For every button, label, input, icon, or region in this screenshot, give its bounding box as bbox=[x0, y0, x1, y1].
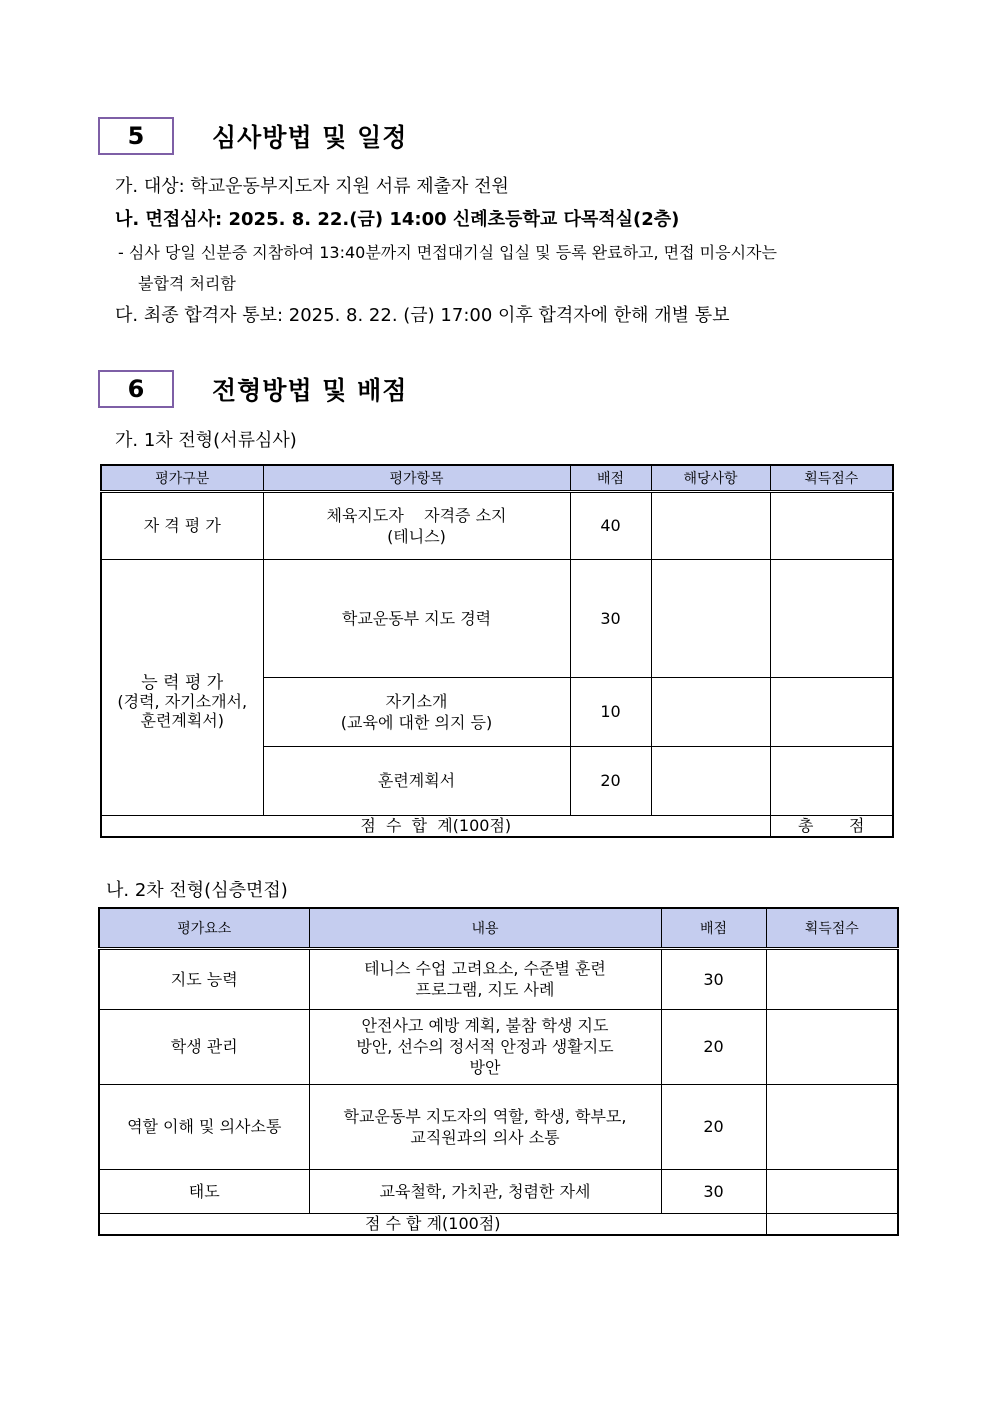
obtained-cell bbox=[766, 1169, 898, 1213]
header-score: 배점 bbox=[570, 465, 651, 491]
item-text-sub: (테니스) bbox=[387, 526, 446, 546]
content-line: 테니스 수업 고려요소, 수준별 훈련 bbox=[364, 959, 606, 978]
section-5-header bbox=[98, 117, 407, 155]
content-line: 방안 bbox=[469, 1058, 501, 1077]
header-obtained: 획득점수 bbox=[766, 908, 898, 948]
category-qualification: 자 격 평 가 bbox=[101, 491, 263, 559]
category-ability-title: 능 력 평 가 bbox=[141, 673, 224, 693]
header-category: 평가구분 bbox=[101, 465, 263, 491]
second-round-title: 나. 2차 전형(심층면접) bbox=[106, 880, 288, 901]
score-cell: 30 bbox=[661, 948, 766, 1009]
item-cell bbox=[263, 746, 570, 815]
content-cell bbox=[309, 948, 661, 1009]
item-cell bbox=[263, 559, 570, 677]
factor-cell: 지도 능력 bbox=[99, 948, 309, 1009]
total-label: 점 수 합 계(100점) bbox=[99, 1213, 766, 1235]
content-line: 교육철학, 가치관, 청렴한 자세 bbox=[379, 1181, 591, 1201]
interview-note-cont: 불합격 처리함 bbox=[138, 274, 236, 293]
obtained-cell bbox=[770, 559, 893, 677]
second-round-table bbox=[98, 907, 899, 1236]
score-cell: 10 bbox=[570, 677, 651, 746]
total-score bbox=[766, 1213, 898, 1235]
content-line: 프로그램, 지도 사례 bbox=[415, 980, 555, 999]
target-line: 가. 대상: 학교운동부지도자 지원 서류 제출자 전원 bbox=[115, 176, 509, 197]
item-text: 체육지도자 자격증 소지 bbox=[326, 505, 507, 525]
first-round-table bbox=[100, 464, 894, 838]
obtained-cell bbox=[770, 746, 893, 815]
factor-cell: 역할 이해 및 의사소통 bbox=[99, 1084, 309, 1169]
header-factor: 평가요소 bbox=[99, 908, 309, 948]
announcement-line: 다. 최종 합격자 통보: 2025. 8. 22. (금) 17:00 이후 합격자에 한해 개별 통보 bbox=[115, 305, 730, 326]
factor-cell: 태도 bbox=[99, 1169, 309, 1213]
header-obtained: 획득점수 bbox=[770, 465, 893, 491]
item-cell bbox=[263, 491, 570, 559]
item-text: 훈련계획서 bbox=[377, 771, 456, 790]
content-cell bbox=[309, 1169, 661, 1213]
content-line: 방안, 선수의 정서적 안정과 생활지도 bbox=[356, 1037, 614, 1056]
applicable-cell bbox=[651, 677, 770, 746]
total-label: 점 수 합 계(100점) bbox=[101, 815, 770, 837]
section-6-header bbox=[98, 370, 407, 408]
interview-note: - 심사 당일 신분증 지참하여 13:40분까지 면접대기실 입실 및 등록 완료하고, 면접 미응시자는 bbox=[118, 243, 777, 262]
applicable-cell bbox=[651, 746, 770, 815]
header-item: 평가항목 bbox=[263, 465, 570, 491]
score-cell: 40 bbox=[570, 491, 651, 559]
applicable-cell bbox=[651, 491, 770, 559]
section-number: 5 bbox=[98, 117, 174, 155]
first-round-title: 가. 1차 전형(서류심사) bbox=[115, 430, 297, 451]
content-line: 안전사고 예방 계획, 불참 학생 지도 bbox=[361, 1016, 609, 1035]
header-score: 배점 bbox=[661, 908, 766, 948]
header-content: 내용 bbox=[309, 908, 661, 948]
obtained-cell bbox=[766, 948, 898, 1009]
score-cell: 30 bbox=[570, 559, 651, 677]
total-score: 총 점 bbox=[770, 815, 893, 837]
section-number: 6 bbox=[98, 370, 174, 408]
item-cell bbox=[263, 677, 570, 746]
score-cell: 20 bbox=[661, 1009, 766, 1084]
score-cell: 20 bbox=[570, 746, 651, 815]
content-line: 학교운동부 지도자의 역할, 학생, 학부모, bbox=[343, 1106, 627, 1126]
item-text: 학교운동부 지도 경력 bbox=[341, 608, 492, 628]
score-cell: 20 bbox=[661, 1084, 766, 1169]
interview-line: 나. 면접심사: 2025. 8. 22.(금) 14:00 신례초등학교 다목적실(2층) bbox=[115, 209, 680, 230]
content-cell bbox=[309, 1084, 661, 1169]
factor-cell: 학생 관리 bbox=[99, 1009, 309, 1084]
item-text: 자기소개 bbox=[385, 691, 448, 711]
obtained-cell bbox=[770, 677, 893, 746]
category-ability-sub: 훈련계획서) bbox=[140, 711, 225, 730]
obtained-cell bbox=[766, 1084, 898, 1169]
obtained-cell bbox=[766, 1009, 898, 1084]
applicable-cell bbox=[651, 559, 770, 677]
content-cell bbox=[309, 1009, 661, 1084]
category-ability-sub: (경력, 자기소개서, bbox=[117, 692, 248, 711]
content-line: 교직원과의 의사 소통 bbox=[410, 1127, 560, 1147]
score-cell: 30 bbox=[661, 1169, 766, 1213]
category-ability bbox=[101, 559, 263, 815]
obtained-cell bbox=[770, 491, 893, 559]
section-title: 심사방법 및 일정 bbox=[212, 123, 408, 152]
item-text-sub: (교육에 대한 의지 등) bbox=[340, 712, 493, 732]
section-title: 전형방법 및 배점 bbox=[212, 376, 408, 405]
header-applicable: 해당사항 bbox=[651, 465, 770, 491]
